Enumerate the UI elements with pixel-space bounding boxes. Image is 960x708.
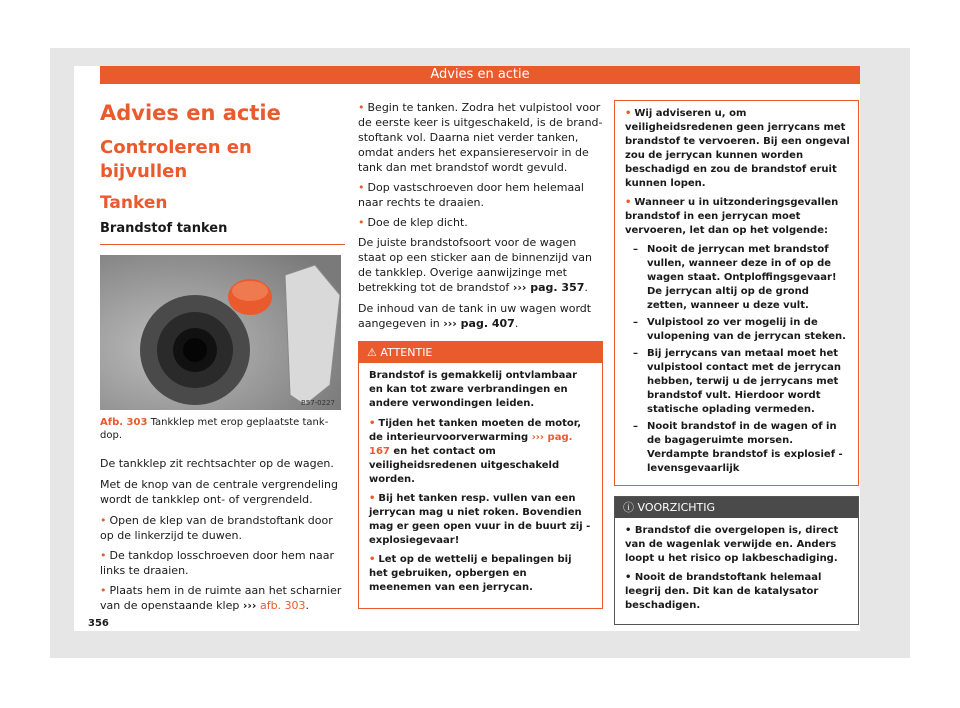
section-header-bar: Advies en actie [100, 66, 860, 84]
bullet-dot-icon: • [369, 493, 376, 504]
body-paragraph: De juiste brandstofsoort voor de wagen staat op een sticker aan de binnenzijd van de tankklep. Overige aanwijzinge met betrekking tot de brandstof ››› pag. 357. [358, 236, 592, 294]
warning-subitem: – Vulpistool zo ver mogelij in de vulopening van de jerrycan steken. [625, 316, 850, 344]
page-reference-link[interactable]: ››› pag. 407 [443, 317, 515, 330]
bullet-dot-icon: • [100, 584, 107, 597]
page-number: 356 [88, 618, 109, 629]
bullet-dot-icon: • [358, 181, 365, 194]
figure-code: B57-0227 [300, 399, 335, 407]
caution-box [614, 496, 859, 625]
bullet-dot-icon: • [625, 572, 635, 583]
fuel-flap-photo [100, 255, 341, 410]
warning-header [359, 342, 602, 363]
figure-link[interactable]: afb. 303 [259, 599, 306, 612]
warning-triangle-icon: ⚠ [367, 346, 377, 359]
page-reference-link[interactable]: ››› pag. 167 [369, 432, 573, 457]
warning-bullet: • Tijden het tanken moeten de motor, de interieurvoorverwarming ››› pag. 167 en het contact om veiligheidsredenen uitgeschakeld worden. [369, 418, 582, 485]
column-middle [358, 100, 603, 609]
caution-bullet: • Nooit de brandstoftank helemaal leegrij den. Dit kan de katalysator beschadigen. [625, 572, 822, 611]
bullet-dot-icon: • [369, 418, 376, 429]
bullet-item: • Open de klep van de brandstoftank door op de linkerzijd te duwen. [100, 514, 333, 542]
bullet-dot-icon: • [625, 108, 632, 119]
info-circle-icon: ⓘ [623, 501, 634, 514]
bullet-item: • Begin te tanken. Zodra het vulpistool voor de eerste keer is uitgeschakeld, is de brandstoftank vol. Daarna niet verder tanken, omdat anders het expansiereservoir in de tank dan met brandstof wordt gevuld. [358, 101, 603, 174]
caution-header [615, 497, 858, 518]
warning-subitem: – Bij jerrycans van metaal moet het vulpistool contact met de jerrycan hebben, terwij u de jerrycans met brandstof vult. Hierdoor wordt statische oplading vermeden. [625, 347, 850, 417]
bullet-dot-icon: • [625, 197, 632, 208]
warning-box [358, 341, 603, 609]
body-paragraph: De inhoud van de tank in uw wagen wordt aangegeven in ››› pag. 407. [358, 302, 592, 330]
warning-bullet: • Wij adviseren u, om veiligheidsredenen geen jerrycans met brandstof te vervoeren. Bij een ongeval zou de jerrycan kunnen worden beschadigd en zou de brandstof eruit kunnen lopen. [625, 108, 850, 189]
column-right [614, 100, 859, 625]
warning-body [359, 363, 602, 608]
warning-continuation-box [614, 100, 859, 486]
figure-caption-text: Tankklep met erop geplaatste tankdop. [100, 417, 329, 441]
heading-level-1: Advies en actie [100, 101, 281, 125]
heading-level-3: Tanken [100, 193, 168, 213]
heading-level-2: Controleren en bijvullen [100, 137, 252, 182]
bullet-item: • Dop vastschroeven door hem helemaal naar rechts te draaien. [358, 181, 584, 209]
warning-bullet: • Bij het tanken resp. vullen van een jerrycan mag u niet roken. Bovendien mag er geen open vuur in de buurt zij - explosiegevaar! [369, 493, 591, 546]
bullet-dot-icon: • [100, 549, 107, 562]
warning-bullet: • Let op de wettelij e bepalingen bij het gebruiken, opbergen en meenemen van een jerrycan. [369, 554, 572, 593]
body-paragraph: Met de knop van de centrale vergrendeling wordt de tankklep ont- of vergrendeld. [100, 478, 338, 506]
caution-bullet: • Brandstof die overgelopen is, direct van de wagenlak verwijde en. Anders loopt u het risico op lakbeschadiging. [625, 525, 839, 564]
bullet-dot-icon: • [100, 514, 107, 527]
bullet-item: • Plaats hem in de ruimte aan het scharnier van de openstaande klep ››› afb. 303. [100, 584, 342, 612]
figure-number: Afb. 303 [100, 417, 148, 428]
bullet-dot-icon: • [358, 101, 365, 114]
body-paragraph: De tankklep zit rechtsachter op de wagen. [100, 457, 334, 470]
caution-title: VOORZICHTIG [637, 501, 716, 514]
warning-subitem: – Nooit de jerrycan met brandstof vullen, wanneer deze in of op de wagen staat. Ontploffingsgevaar! De jerrycan altij op de grond zetten, wanneer u deze vult. [625, 243, 850, 313]
bullet-dot-icon: • [369, 554, 376, 565]
caution-body [615, 518, 858, 624]
warning-subitem: – Nooit brandstof in de wagen of in de bagageruimte morsen. Verdampte brandstof is explosief - levensgevaarlijk [625, 420, 850, 476]
figure-caption [100, 416, 345, 456]
bullet-item: • De tankdop losschroeven door hem naar links te draaien. [100, 549, 335, 577]
column-left [100, 100, 345, 618]
heading-level-4: Brandstof tanken [100, 220, 345, 245]
bullet-dot-icon: • [625, 525, 635, 536]
bullet-dot-icon: • [358, 216, 365, 229]
warning-title: ATTENTIE [380, 346, 433, 359]
bullet-item: • Doe de klep dicht. [358, 216, 468, 229]
warning-paragraph: Brandstof is gemakkelij ontvlambaar en kan tot zware verbrandingen en andere verwondingen leiden. [369, 370, 578, 409]
warning-bullet: • Wanneer u in uitzonderingsgevallen brandstof in een jerrycan moet vervoeren, let dan op het volgende: [625, 197, 839, 236]
page-reference-link[interactable]: ››› pag. 357 [512, 281, 585, 294]
